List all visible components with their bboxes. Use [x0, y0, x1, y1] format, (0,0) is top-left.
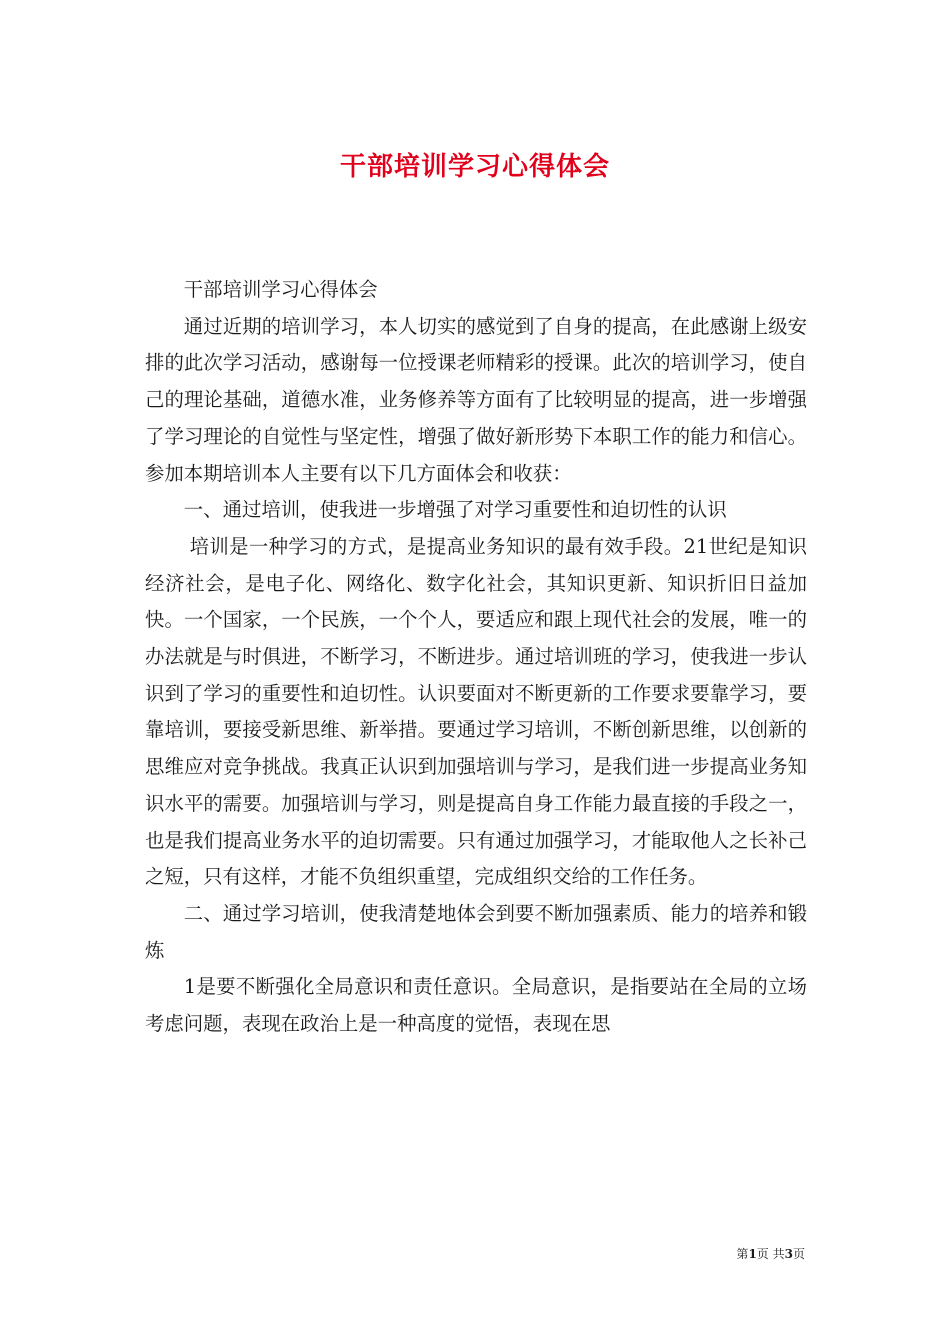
footer-middle: 页 共	[756, 1247, 785, 1261]
footer-prefix: 第	[736, 1247, 749, 1261]
paragraph-section-one: 培训是一种学习的方式，是提高业务知识的最有效手段。21世纪是知识经济社会，是电子化、网络化、数字化社会，其知识更新、知识折旧日益加快。一个国家，一个民族，一个个人，要适应和跟上现代社会的发展，唯一的办法就是与时俱进，不断学习，不断进步。通过培训班的学习，使我进一步认识到了学习的重要性和迫切性。认识要面对不断更新的工作要求要靠学习，要靠培训，要接受新思维、新举措。要通过学习培训，不断创新思维，以创新的思维应对竞争挑战。我真正认识到加强培训与学习，是我们进一步提高业务知识水平的需要。加强培训与学习，则是提高自身工作能力最直接的手段之一，也是我们提高业务水平的迫切需要。只有通过加强学习，才能取他人之长补己之短，只有这样，才能不负组织重望，完成组织交给的工作任务。	[145, 534, 807, 889]
footer-suffix: 页	[792, 1247, 805, 1261]
section-heading-two: 二、通过学习培训，使我清楚地体会到要不断加强素质、能力的培养和锻炼	[145, 901, 807, 962]
footer-current-page: 1	[748, 1247, 757, 1261]
paragraph-subtitle: 干部培训学习心得体会	[183, 278, 378, 301]
paragraph-point-one: 1是要不断强化全局意识和责任意识。全局意识，是指要站在全局的立场考虑问题，表现在政治上是一种高度的觉悟，表现在思	[145, 975, 807, 1036]
paragraph-intro: 通过近期的培训学习，本人切实的感觉到了自身的提高，在此感谢上级安排的此次学习活动，感谢每一位授课老师精彩的授课。此次的培训学习，使自己的理论基础，道德水准，业务修养等方面有了比较明显的提高，进一步增强了学习理论的自觉性与坚定性，增强了做好新形势下本职工作的能力和信心。参加本期培训本人主要有以下几方面体会和收获：	[145, 314, 807, 485]
document-body	[145, 272, 807, 1043]
section-heading-one: 一、通过培训，使我进一步增强了对学习重要性和迫切性的认识	[183, 498, 727, 522]
footer-total-pages: 3	[784, 1247, 793, 1261]
page-number-footer	[736, 1246, 805, 1262]
page-title: 干部培训学习心得体会	[339, 152, 610, 183]
